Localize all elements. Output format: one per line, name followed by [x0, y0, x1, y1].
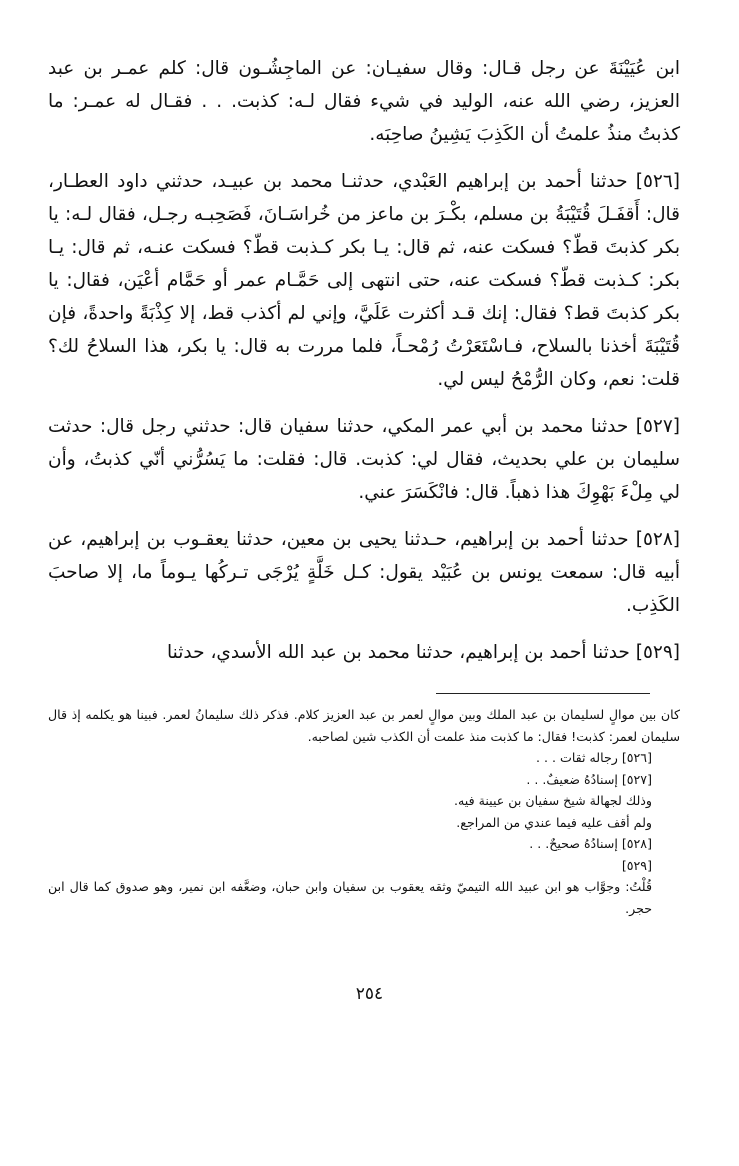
paragraph-intro: ابن عُيَيْنَةَ عن رجل قـال: وقال سفيـان: عن الماجِشُـون قال: كلم عمـر بن عبد العزيز، رضي الله عنه، الوليد في شيء فقال لـه: كذبت. . . فقـال له عمـر: ما كذبتُ منذُ علمتُ أن الكَذِبَ يَشِينُ صاحِبَه. — [48, 58, 680, 145]
footnote-text: ولم أقف عليه فيما عندي من المراجع. — [456, 814, 652, 830]
page-number: ٢٥٤ — [355, 984, 384, 1004]
paragraph-527: [٥٢٧] حدثنا محمد بن أبي عمر المكي، حدثنا سفيان قال: حدثني رجل قال: حدثت سليمان بن علي بحديث، فقال لي: كذبت. قال: فقلت: ما يَسُرُّني أنّي كذبتُ، وأن لي مِلْءَ بَهْوِكَ هذا ذهباً. قال: فانْكَسَرَ عني. — [48, 416, 680, 503]
footnote-text: [٥٢٧] إسنادُهُ ضعيفٌ. . . — [526, 771, 652, 787]
footnote-text: [٥٢٩] — [621, 857, 652, 873]
footnote-divider — [436, 693, 650, 694]
footnote-text: وذلك لجهالة شيخ سفيان بن عيينة فيه. — [454, 793, 652, 808]
footnote-text: [٥٢٦] رجاله ثقات . . . — [535, 750, 652, 765]
main-text — [48, 52, 680, 669]
footnote-text: كان بين موالٍ لسليمان بن عبد الملك وبين موالٍ لعمر بن عبد العزيز كلام. فذكر ذلك سليمانُ لعمر. فبينا هو يكلمه إذ قال سليمان لعمر: كذبت! فقال: ما كذبت منذ علمت أن الكذب شين لصاحبه. — [48, 707, 680, 744]
paragraph-528: [٥٢٨] حدثنا أحمد بن إبراهيم، حـدثنا يحيى بن معين، حدثنا يعقـوب بن إبراهيم، عن أبيه قال: سمعت يونس بن عُبَيْد يقول: كـل خَلَّةٍ يُرْجَى تـركُها يـوماً ما، إلا صاحبَ الكَذِب. — [48, 529, 680, 616]
footnote-text: قُلْتُ: وجوَّاب هو ابن عبيد الله التيميّ وثقه يعقوب بن سفيان وابن حبان، وضعَّفه ابن نمير، وهو صدوق كما قال ابن حجر. — [48, 879, 652, 916]
paragraph-529: [٥٢٩] حدثنا أحمد بن إبراهيم، حدثنا محمد بن عبد الله الأسدي، حدثنا — [167, 642, 680, 663]
paragraph-526: [٥٢٦] حدثنا أحمد بن إبراهيم العَبْدي، حدثنـا محمد بن عبيـد، حدثني داود العطـار، قال: أَقفَـلَ قُتَيْبَةُ بن مسلم، بكْـرَ بن ماعز من خُراسَـانَ، فَصَحِبـه رجـل، فقال لـه: يا بكر كذبتَ قطّ؟ فسكت عنه، ثم قال: يـا بكر كـذبت قطّ؟ فسكت عنـه، ثم قال: يـا بكر: كـذبت قطّ؟ فسكت عنه، حتى انتهى إلى حَمَّـام عمر أو حَمَّام أعْيَن، فقال: يا بكر كذبتَ قط؟ فقال: إنك قـد أكثرت عَلَيَّ، وإني لم أكذب قط، إلا كِذْبَةً واحدةً، فإن قُتَيْبَةَ أخذنا بالسلاح، فـاسْتَعَرْتُ رُمْحـاً، فلما مررت به قال: يا بكر، هذا السلاحُ لك؟ قلت: نعم، وكان الرُّمْحُ ليس لي. — [48, 171, 680, 390]
footnote-text: [٥٢٨] إسنادُهُ صحيحٌ. . . — [529, 836, 652, 851]
footnotes — [48, 704, 680, 919]
